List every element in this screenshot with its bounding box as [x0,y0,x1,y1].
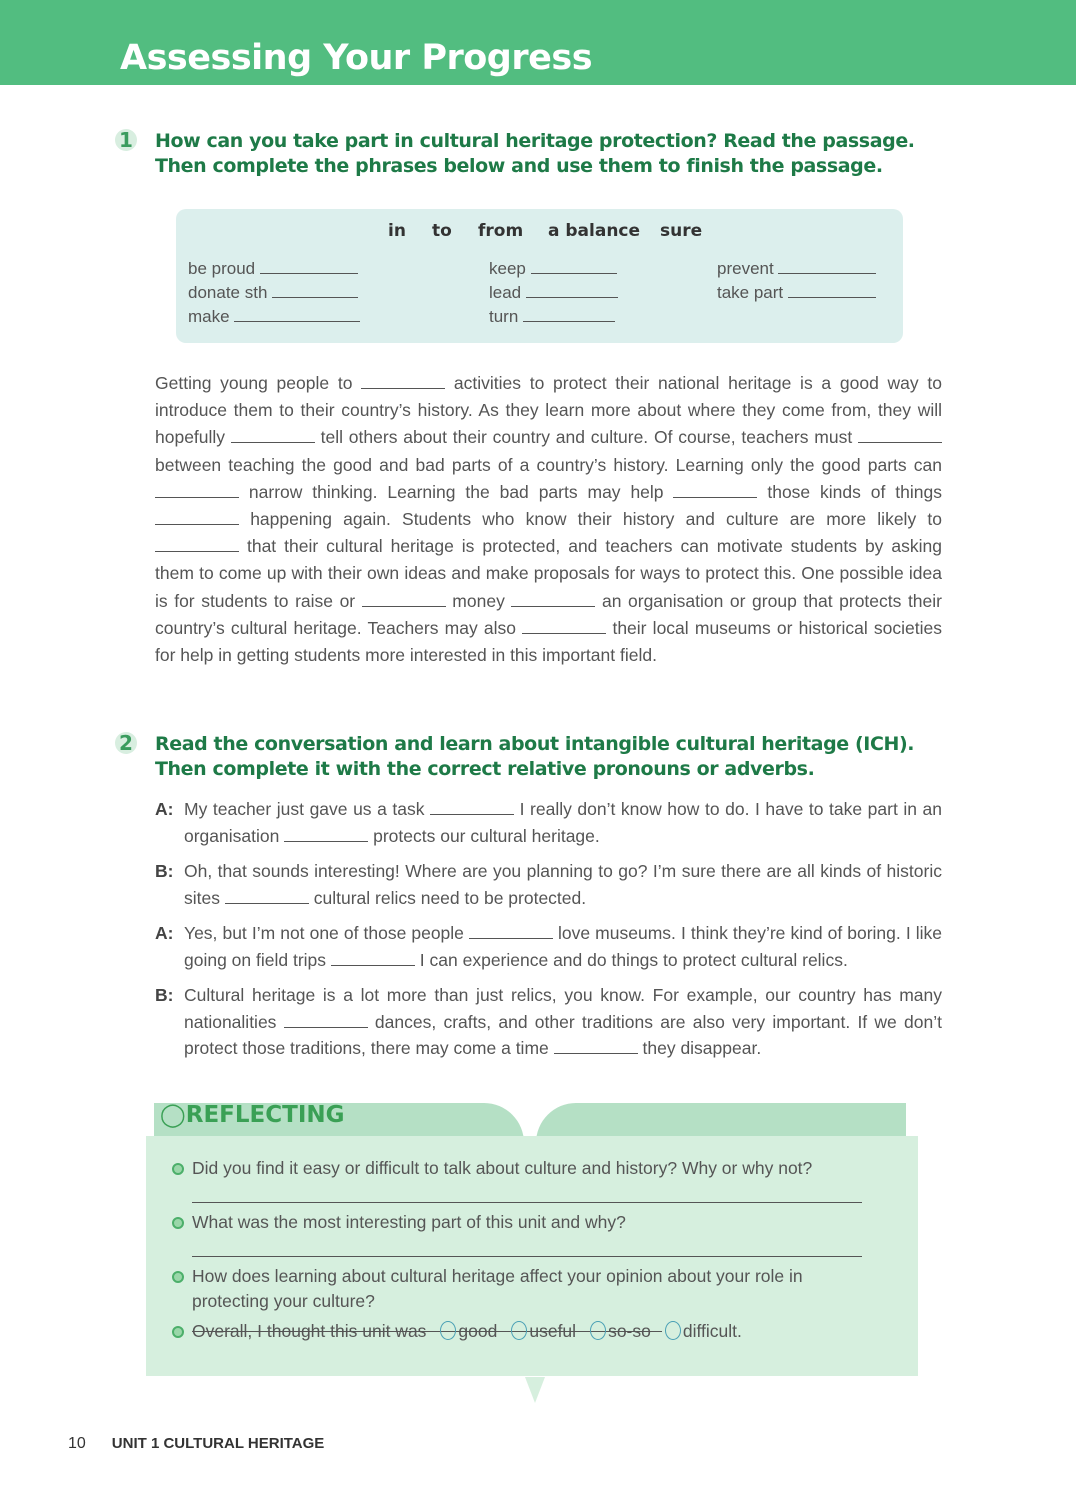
question-2 [115,732,915,782]
bullet-icon [172,1271,184,1283]
phrase-column [188,257,360,329]
fill-in-blank[interactable] [858,428,942,443]
word-bank-box [176,209,903,343]
text-segment: Yes, but I’m not one of those people [184,923,464,943]
passage-text: between teaching the good and bad parts of a country’s history. Learning only the good parts can [155,454,942,475]
speaker-label: B: [155,985,174,1005]
fill-in-blank[interactable] [673,483,757,498]
passage-text: those kinds of things [767,481,942,502]
dialogue-turn [155,858,942,911]
answer-line[interactable] [192,1201,862,1203]
fill-in-blank[interactable] [554,1039,638,1054]
passage-text: happening again. Students who know their history and culture are more likely to [250,509,942,530]
page-number: 10 [68,1435,86,1452]
speaker-label: A: [155,923,174,943]
question-text: What was the most interesting part of this unit and why? [192,1212,626,1232]
speaker-label: B: [155,861,174,881]
reflecting-body [146,1136,918,1376]
unit-title: UNIT 1 CULTURAL HERITAGE [111,1435,325,1452]
bullet-icon [172,1217,184,1229]
question-number: 1 [115,129,137,151]
header-banner [0,0,1076,85]
fill-in-blank[interactable] [231,428,315,443]
dialogue-turn [155,982,942,1062]
phrase-blank[interactable] [272,283,358,298]
lightbulb-icon: ◯ [160,1102,186,1128]
question-text: How does learning about cultural heritage affect your opinion about your role in protecting your culture? [192,1266,803,1311]
fill-in-blank[interactable] [511,592,595,607]
question-instruction: Read the conversation and learn about intangible cultural heritage (ICH). Then complete it with the correct relative pronouns or adverbs. [155,733,915,780]
passage-text: money [452,590,505,611]
phrase-blank[interactable] [531,259,617,274]
reflecting-title [160,1102,345,1128]
passage-text: narrow thinking. Learning the bad parts may help [248,481,664,502]
text-segment: Oh, that sounds interesting! Where are you planning to go? I’m sure there are all kinds of historic sites [184,861,942,908]
question-number: 2 [115,732,137,754]
radio-useful[interactable] [511,1321,527,1340]
reflecting-notch [525,1377,545,1403]
question-1 [115,129,915,179]
fill-in-blank[interactable] [361,374,445,389]
reflecting-section [146,1098,918,1398]
reflection-question [192,1156,882,1203]
phrase: make [188,307,230,326]
fill-in-blank[interactable] [155,483,239,498]
fill-in-blank[interactable] [430,800,514,815]
fill-in-blank[interactable] [284,1013,368,1028]
question-text: Did you find it easy or difficult to talk about culture and history? Why or why not? [192,1158,813,1178]
page-title: Assessing Your Progress [120,38,593,78]
phrase-blank[interactable] [778,259,876,274]
fill-in-blank[interactable] [522,619,606,634]
word-bank-item: from [478,221,524,241]
phrase-blank[interactable] [260,259,358,274]
word-bank-item: sure [660,221,703,241]
fill-in-blank[interactable] [225,889,309,904]
text-segment: love museums. I think they’re kind of boring. I like going on field trips [184,923,942,970]
speaker-label: A: [155,799,174,819]
fill-in-blank[interactable] [469,924,553,939]
passage-text: their local museums or historical societies for help in getting students more interested in this important field. [155,617,942,666]
bullet-icon [172,1326,184,1338]
option-label: so-so [608,1321,651,1341]
fill-in-blank[interactable] [362,592,446,607]
radio-good[interactable] [440,1321,456,1340]
text-segment: I really don’t know how to do. I have to take part in an organisation [184,799,942,846]
radio-difficult[interactable] [665,1321,681,1340]
answer-line[interactable] [192,1255,862,1257]
phrase: take part [717,283,784,302]
phrase: be proud [188,259,256,278]
dialogue-turn [155,920,942,973]
phrase-column [717,257,876,305]
passage-text: activities to protect their national heritage is a good way to introduce them to their country’s history. As they learn more about where they come from, they will hopefully [155,373,942,448]
option-label: difficult. [682,1321,742,1341]
phrase: turn [489,307,519,326]
text-segment: dances, crafts, and other traditions are also very important. If we don’t protect those traditions, there may come a time [184,1011,942,1058]
fill-in-blank[interactable] [155,510,239,525]
word-bank-item: a balance [548,221,641,241]
phrase-blank[interactable] [234,307,360,322]
text-segment: cultural relics need to be protected. [313,887,587,908]
phrase-column [489,257,618,329]
radio-so-so[interactable] [590,1321,606,1340]
overall-rating [192,1319,882,1344]
option-label: useful [529,1321,577,1341]
overall-label: Overall, I thought this unit was [192,1321,427,1341]
passage-text: that their cultural heritage is protected, and teachers can motivate students by asking them to come up with their own ideas and make proposals for ways to protect this. One possible idea is for students to raise or [155,536,942,611]
phrase-blank[interactable] [523,307,615,322]
fill-in-blank[interactable] [284,827,368,842]
reflecting-title-text: REFLECTING [185,1102,345,1128]
question-instruction: How can you take part in cultural heritage protection? Read the passage. Then complete the phrases below and use them to finish the passage. [155,130,915,177]
text-segment: Cultural heritage is a lot more than just relics, you know. For example, our country has many nationalities [184,985,942,1032]
bullet-icon [172,1163,184,1175]
word-bank-item: to [432,221,452,241]
phrase-blank[interactable] [788,283,876,298]
reading-passage [155,370,942,669]
option-label: good [458,1321,498,1341]
text-segment: protects our cultural heritage. [373,825,600,846]
conversation [155,796,942,1071]
dialogue-turn [155,796,942,849]
phrase: donate sth [188,283,268,302]
phrase: keep [489,259,526,278]
page-footer [68,1435,324,1453]
passage-text: tell others about their country and culture. Of course, teachers must [320,427,853,448]
passage-text: an organisation or group that protects their country’s cultural heritage. Teachers may also [155,590,942,638]
phrase-blank[interactable] [526,283,618,298]
text-segment: My teacher just gave us a task [184,799,425,819]
phrase: lead [489,283,522,302]
text-segment: they disappear. [642,1038,762,1058]
reflection-question [192,1210,882,1257]
text-segment: I can experience and do things to protect cultural relics. [419,949,848,970]
passage-text: Getting young people to [155,373,353,393]
word-bank-item: in [388,221,406,241]
phrase: prevent [717,259,774,278]
fill-in-blank[interactable] [155,537,239,552]
fill-in-blank[interactable] [331,951,415,966]
